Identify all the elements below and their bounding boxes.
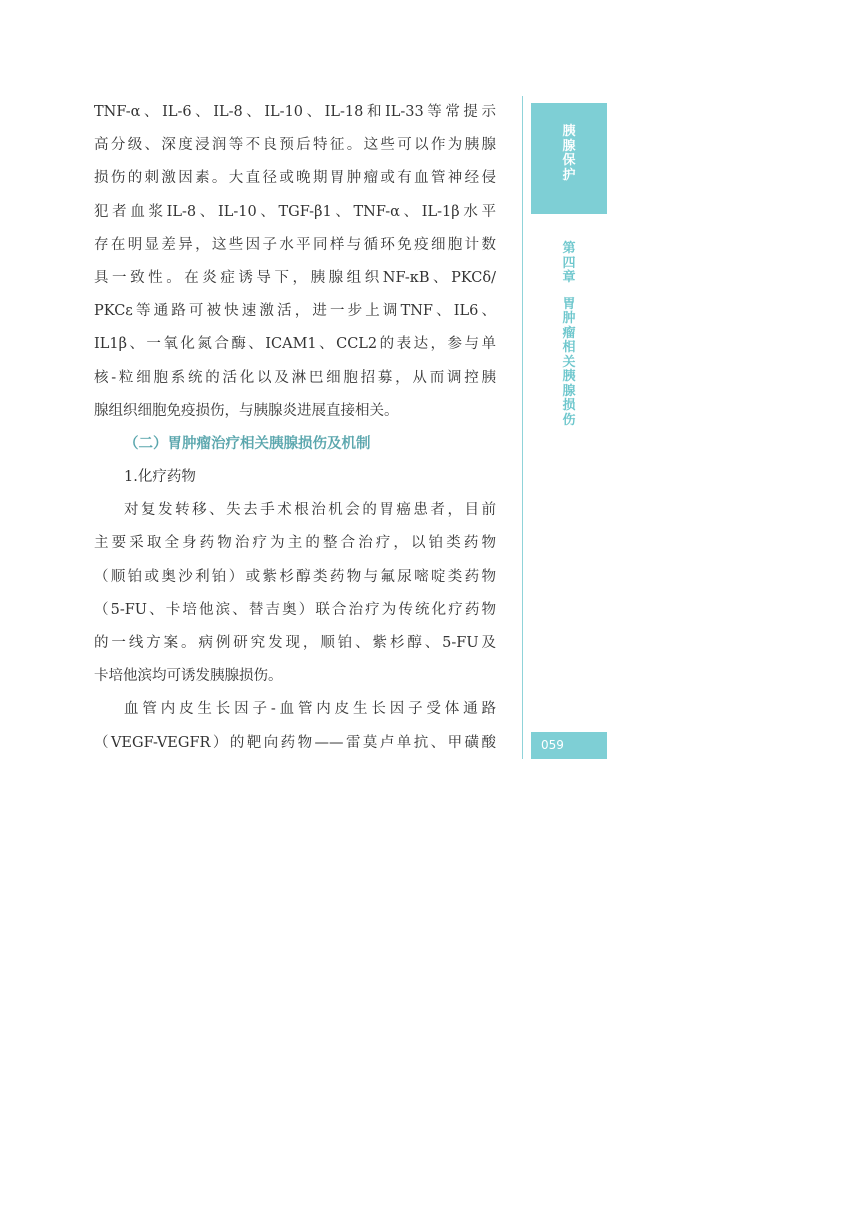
text-line: （5-FU、卡培他滨、替吉奥）联合治疗为传统化疗药物 (94, 601, 496, 618)
text-line: 对复发转移、失去手术根治机会的胃癌患者，目前 (124, 502, 496, 519)
text-line: 卡培他滨均可诱发胰腺损伤。 (94, 668, 283, 685)
main-text-column (94, 96, 496, 760)
chapter-title-vertical (531, 242, 607, 428)
text-line: 腺组织细胞免疫损伤，与胰腺炎进展直接相关。 (94, 402, 399, 419)
chapter-number (531, 242, 607, 286)
chapter-number-char: 第 (562, 241, 576, 256)
text-line: （顺铂或奥沙利铂）或紫杉醇类药物与氟尿嘧啶类药物 (94, 568, 496, 585)
book-title-char: 腺 (562, 138, 576, 154)
page-number-tab (531, 732, 607, 759)
text-line: 主要采取全身药物治疗为主的整合治疗，以铂类药物 (94, 535, 496, 552)
text-line: 存在明显差异，这些因子水平同样与循环免疫细胞计数 (94, 236, 496, 253)
text-line: TNF-α、IL-6、IL-8、IL-10、IL-18和IL-33等常提示 (94, 104, 496, 120)
subsection-heading: 1.化疗药物 (124, 469, 196, 486)
text-line: IL1β、一氧化氮合酶、ICAM1、CCL2的表达，参与单 (94, 336, 496, 353)
chapter-title-char: 瘤 (562, 325, 576, 341)
chapter-number-char: 章 (562, 270, 576, 285)
chapter-name (531, 298, 607, 429)
book-title-char: 胰 (562, 124, 576, 139)
chapter-title-char: 腺 (562, 383, 576, 399)
text-line: 犯者血浆IL-8、IL-10、TGF-β1、TNF-α、IL-1β水平 (94, 203, 496, 220)
book-title-vertical (531, 125, 607, 183)
text-line: 高分级、深度浸润等不良预后特征。这些可以作为胰腺 (94, 137, 496, 154)
book-title-tab (531, 103, 607, 214)
chapter-title-char: 胰 (562, 369, 576, 384)
text-line: 血管内皮生长因子-血管内皮生长因子受体通路 (124, 701, 496, 718)
vertical-divider (522, 96, 523, 759)
chapter-title-char: 伤 (562, 412, 576, 428)
chapter-title-char: 相 (562, 340, 576, 355)
text-line: 损伤的刺激因素。大直径或晚期胃肿瘤或有血管神经侵 (94, 170, 496, 187)
book-title-char: 护 (562, 167, 576, 183)
chapter-title-char: 胃 (562, 296, 576, 312)
text-line: 的一线方案。病例研究发现，顺铂、紫杉醇、5-FU及 (94, 635, 496, 651)
chapter-title-char: 肿 (562, 311, 576, 326)
text-line: PKCε等通路可被快速激活，进一步上调TNF、IL6、 (94, 303, 496, 320)
book-title-char: 保 (562, 153, 576, 168)
text-line: 核-粒细胞系统的活化以及淋巴细胞招募，从而调控胰 (94, 369, 496, 386)
text-line: （VEGF-VEGFR）的靶向药物——雷莫卢单抗、甲磺酸 (94, 734, 496, 751)
section-heading: （二）胃肿瘤治疗相关胰腺损伤及机制 (124, 435, 371, 452)
page-number: 059 (541, 738, 564, 752)
chapter-title-char: 损 (562, 398, 576, 413)
chapter-title-char: 关 (562, 354, 576, 370)
text-line: 具一致性。在炎症诱导下，胰腺组织NF-κB、PKCδ/ (94, 269, 496, 286)
chapter-number-char: 四 (562, 255, 576, 271)
